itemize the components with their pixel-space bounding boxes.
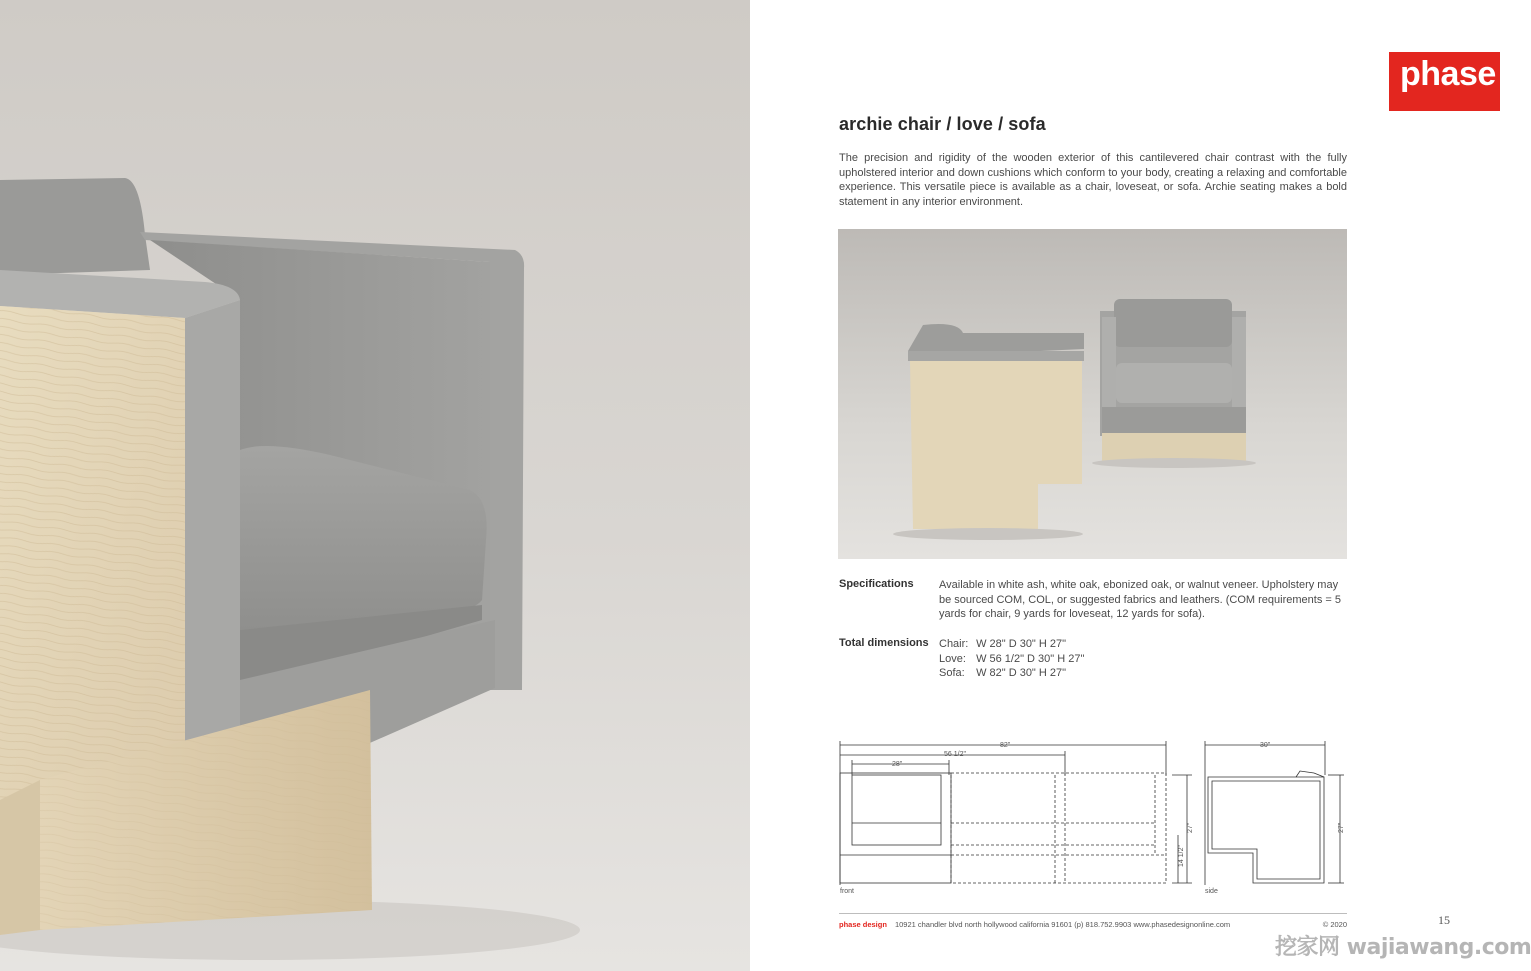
- front-label: front: [840, 888, 855, 895]
- dimension-love: Love: W 56 1/2" D 30" H 27": [939, 652, 1085, 665]
- page-number: 15: [1438, 913, 1450, 927]
- intro-paragraph: The precision and rigidity of the wooden exterior of this cantilevered chair contrast with the fully upholstered interior and down cushions which conform to your body, creating a relaxing and comfortable experience. This versatile piece is available as a chair, loveseat, or sofa. Archie seating makes a bold statement in any interior environment.: [839, 152, 1347, 209]
- watermark: 挖家网 wajiawang.com: [1275, 935, 1531, 960]
- footer: [839, 920, 1347, 929]
- dimension-drawings: [834, 735, 1354, 900]
- product-photo: [838, 229, 1347, 559]
- dim-56: 56 1/2": [944, 751, 966, 758]
- dim-14: 14 1/2": [1178, 845, 1185, 867]
- dimension-chair: Chair: W 28" D 30" H 27": [939, 638, 1067, 650]
- page-title: archie chair / love / sofa: [839, 114, 1046, 134]
- footer-brand: phase design: [839, 920, 887, 929]
- dim-30: 30": [1260, 742, 1271, 749]
- dimensions-label: Total dimensions: [839, 637, 929, 649]
- dim-82: 82": [1000, 742, 1011, 749]
- footer-address: 10921 chandler blvd north hollywood california 91601 (p) 818.752.9903 www.phasedesignonline.com: [894, 920, 1231, 929]
- specifications-text: Available in white ash, white oak, ebonized oak, or walnut veneer. Upholstery may be sourced COM, COL, or suggested fabrics and leathers. (COM requirements = 5 yards for chair, 9 yards for loveseat, 12 yards for sofa).: [939, 579, 1341, 621]
- footer-rule: [839, 913, 1347, 914]
- logo-text: phase: [1400, 55, 1496, 93]
- specifications-label: Specifications: [839, 578, 914, 590]
- dimension-sofa: Sofa: W 82" D 30" H 27": [939, 667, 1067, 680]
- phase-logo: [1389, 52, 1500, 111]
- dim-27-side: 27": [1338, 822, 1345, 833]
- dim-28: 28": [892, 761, 903, 768]
- hero-chair-photo: [0, 0, 750, 971]
- dim-27-front: 27": [1187, 822, 1194, 833]
- footer-copyright: © 2020: [1322, 920, 1347, 929]
- side-label: side: [1205, 888, 1218, 895]
- dimensions-list: [939, 637, 1347, 681]
